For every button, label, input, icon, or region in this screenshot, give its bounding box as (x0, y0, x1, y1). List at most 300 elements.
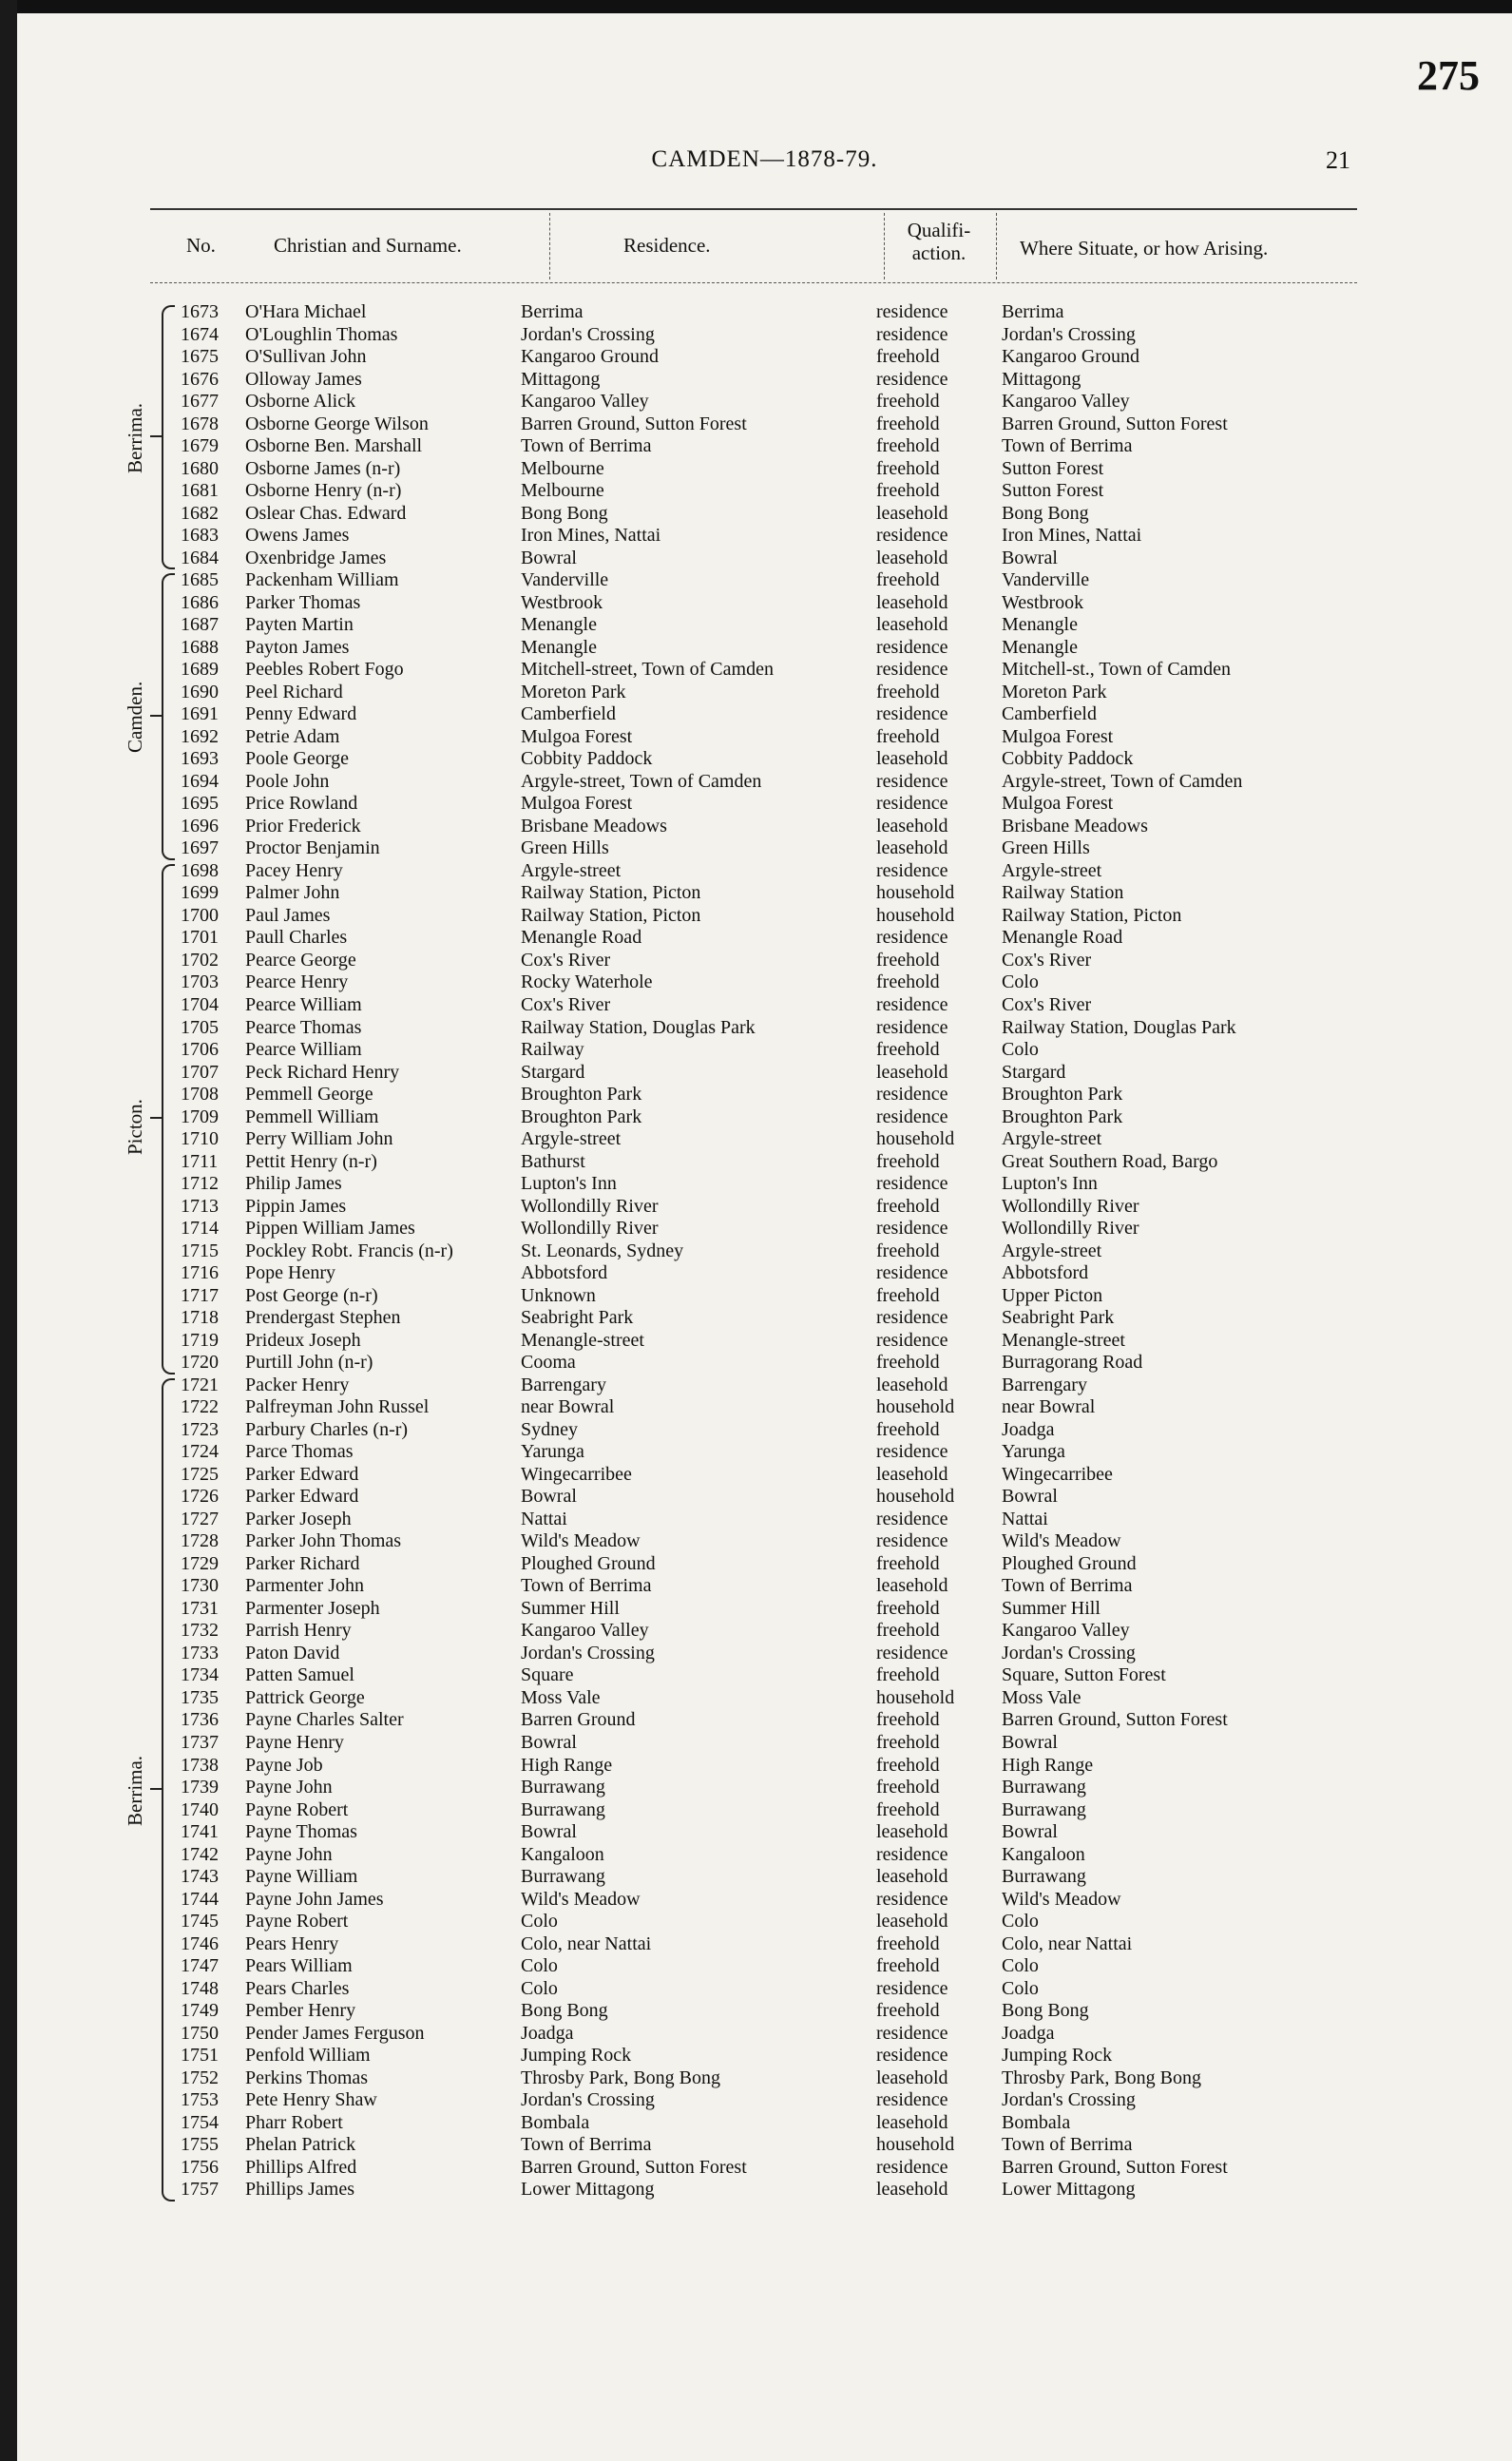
residence: Melbourne (521, 480, 604, 502)
qualification: freehold (876, 681, 940, 702)
property-location: Sutton Forest (1002, 480, 1104, 502)
row-number: 1740 (181, 1798, 219, 1820)
property-location: Colo (1002, 1977, 1039, 1999)
residence: Mulgoa Forest (521, 793, 633, 815)
table-row (17, 435, 1512, 458)
residence: Jordan's Crossing (521, 1642, 655, 1663)
property-location: Barren Ground, Sutton Forest (1002, 1709, 1228, 1731)
row-number: 1730 (181, 1575, 219, 1597)
person-name: Payne Robert (245, 1911, 349, 1932)
person-name: Pockley Robt. Francis (n-r) (245, 1240, 453, 1261)
table-row (17, 2134, 1512, 2157)
residence: St. Leonards, Sydney (521, 1240, 684, 1261)
residence: Mulgoa Forest (521, 725, 633, 747)
row-number: 1717 (181, 1284, 219, 1306)
table-row (17, 1330, 1512, 1353)
qualification: residence (876, 1329, 948, 1351)
qualification: freehold (876, 1932, 940, 1954)
row-number: 1706 (181, 1039, 219, 1061)
row-number: 1702 (181, 949, 219, 971)
property-location: Jordan's Crossing (1002, 1642, 1136, 1663)
residence: Colo (521, 1911, 558, 1932)
property-location: Camberfield (1002, 703, 1097, 725)
person-name: Pearce George (245, 949, 356, 971)
district-label: Berrima. (124, 403, 146, 474)
person-name: O'Hara Michael (245, 301, 367, 322)
district-brace (162, 864, 175, 1375)
table-row (17, 2023, 1512, 2046)
residence: Stargard (521, 1061, 585, 1083)
qualification: freehold (876, 1709, 940, 1731)
person-name: Pearce William (245, 1039, 362, 1061)
person-name: Paton David (245, 1642, 340, 1663)
person-name: Parmenter Joseph (245, 1597, 380, 1619)
row-number: 1675 (181, 346, 219, 368)
residence: Argyle-street (521, 1128, 622, 1150)
property-location: Broughton Park (1002, 1106, 1123, 1127)
residence: Menangle (521, 636, 597, 658)
residence: Broughton Park (521, 1106, 642, 1127)
person-name: Pember Henry (245, 2000, 356, 2022)
property-location: Burrawang (1002, 1798, 1086, 1820)
property-location: Upper Picton (1002, 1284, 1103, 1306)
register-table (17, 301, 1512, 2201)
district-brace (162, 305, 175, 569)
qualification: residence (876, 1016, 948, 1038)
property-location: Barren Ground, Sutton Forest (1002, 413, 1228, 434)
property-location: Vanderville (1002, 569, 1090, 591)
row-number: 1703 (181, 971, 219, 993)
property-location: Wollondilly River (1002, 1218, 1139, 1240)
row-number: 1693 (181, 748, 219, 770)
residence: Wild's Meadow (521, 1888, 641, 1910)
qualification: leasehold (876, 837, 948, 859)
residence: Bowral (521, 1821, 577, 1843)
person-name: Parmenter John (245, 1575, 364, 1597)
row-number: 1741 (181, 1821, 219, 1843)
person-name: Parker Edward (245, 1486, 359, 1508)
person-name: Pippen William James (245, 1218, 415, 1240)
qualification: leasehold (876, 2111, 948, 2133)
residence: High Range (521, 1754, 613, 1776)
property-location: Town of Berrima (1002, 1575, 1133, 1597)
person-name: Peebles Robert Fogo (245, 659, 404, 681)
qualification: household (876, 882, 955, 904)
person-name: Pope Henry (245, 1262, 335, 1284)
person-name: Pender James Ferguson (245, 2022, 425, 2044)
property-location: Wild's Meadow (1002, 1530, 1121, 1552)
person-name: Pete Henry Shaw (245, 2089, 377, 2111)
person-name: Osborne Ben. Marshall (245, 435, 423, 457)
table-row (17, 548, 1512, 570)
row-number: 1738 (181, 1754, 219, 1776)
qualification: leasehold (876, 2067, 948, 2088)
table-row (17, 1240, 1512, 1263)
qualification: freehold (876, 725, 940, 747)
qualification: residence (876, 993, 948, 1015)
residence: Argyle-street (521, 859, 622, 881)
table-row (17, 1664, 1512, 1687)
row-number: 1688 (181, 636, 219, 658)
person-name: Packer Henry (245, 1374, 350, 1395)
row-number: 1679 (181, 435, 219, 457)
property-location: Town of Berrima (1002, 2134, 1133, 2156)
row-number: 1750 (181, 2022, 219, 2044)
qualification: residence (876, 1218, 948, 1240)
qualification: freehold (876, 413, 940, 434)
qualification: freehold (876, 480, 940, 502)
residence: Cox's River (521, 993, 611, 1015)
person-name: Proctor Benjamin (245, 837, 380, 859)
residence: Bowral (521, 547, 577, 568)
property-location: Great Southern Road, Bargo (1002, 1150, 1218, 1172)
person-name: Pears William (245, 1955, 353, 1977)
row-number: 1725 (181, 1463, 219, 1485)
person-name: Palmer John (245, 882, 340, 904)
row-number: 1716 (181, 1262, 219, 1284)
row-number: 1724 (181, 1441, 219, 1463)
property-location: Mittagong (1002, 368, 1081, 390)
district-brace-point (150, 1788, 162, 1790)
person-name: Pettit Henry (n-r) (245, 1150, 377, 1172)
qualification: residence (876, 2156, 948, 2178)
property-location: Lupton's Inn (1002, 1173, 1098, 1195)
qualification: household (876, 2134, 955, 2156)
qualification: leasehold (876, 547, 948, 568)
person-name: Payne John (245, 1843, 333, 1865)
header-name: Christian and Surname. (274, 234, 462, 257)
table-row (17, 1821, 1512, 1844)
table-row (17, 1062, 1512, 1085)
residence: Bombala (521, 2111, 590, 2133)
person-name: O'Sullivan John (245, 346, 367, 368)
row-number: 1721 (181, 1374, 219, 1395)
residence: Yarunga (521, 1441, 584, 1463)
row-number: 1681 (181, 480, 219, 502)
row-number: 1711 (181, 1150, 219, 1172)
person-name: Osborne James (n-r) (245, 457, 401, 479)
property-location: Mulgoa Forest (1002, 725, 1114, 747)
residence: Cobbity Paddock (521, 748, 653, 770)
property-location: Colo (1002, 1911, 1039, 1932)
person-name: Penfold William (245, 2045, 371, 2067)
residence: Railway Station, Douglas Park (521, 1016, 756, 1038)
qualification: residence (876, 793, 948, 815)
table-row (17, 1530, 1512, 1553)
property-location: Burrawang (1002, 1866, 1086, 1888)
property-location: Burragorang Road (1002, 1352, 1143, 1374)
qualification: residence (876, 1530, 948, 1552)
row-number: 1731 (181, 1597, 219, 1619)
table-row (17, 1285, 1512, 1308)
table-row (17, 2112, 1512, 2135)
row-number: 1677 (181, 391, 219, 413)
table-row (17, 1262, 1512, 1285)
district-brace-point (150, 435, 162, 437)
row-number: 1692 (181, 725, 219, 747)
row-number: 1734 (181, 1664, 219, 1686)
residence: Town of Berrima (521, 1575, 652, 1597)
residence: Nattai (521, 1508, 567, 1529)
property-location: Broughton Park (1002, 1084, 1123, 1106)
property-location: Bombala (1002, 2111, 1071, 2133)
table-row (17, 1575, 1512, 1598)
residence: Throsby Park, Bong Bong (521, 2067, 720, 2088)
residence: Lower Mittagong (521, 2179, 655, 2201)
qualification: freehold (876, 1732, 940, 1753)
row-number: 1747 (181, 1955, 219, 1977)
qualification: residence (876, 1508, 948, 1529)
table-row (17, 458, 1512, 481)
qualification: residence (876, 1084, 948, 1106)
qualification: freehold (876, 1240, 940, 1261)
page-stamp: 275 (1417, 52, 1480, 99)
qualification: residence (876, 1642, 948, 1663)
qualification: freehold (876, 457, 940, 479)
row-number: 1756 (181, 2156, 219, 2178)
qualification: household (876, 904, 955, 926)
table-row (17, 726, 1512, 749)
person-name: Poole George (245, 748, 350, 770)
row-number: 1708 (181, 1084, 219, 1106)
property-location: Kangaloon (1002, 1843, 1085, 1865)
qualification: leasehold (876, 1575, 948, 1597)
residence: Broughton Park (521, 1084, 642, 1106)
property-location: Bowral (1002, 1732, 1058, 1753)
property-location: Mulgoa Forest (1002, 793, 1114, 815)
person-name: Petrie Adam (245, 725, 340, 747)
table-row (17, 1978, 1512, 2001)
residence: Burrawang (521, 1798, 605, 1820)
table-row (17, 950, 1512, 972)
residence: Berrima (521, 301, 584, 322)
row-number: 1684 (181, 547, 219, 568)
person-name: Parker Joseph (245, 1508, 352, 1529)
person-name: Poole John (245, 770, 330, 792)
row-number: 1678 (181, 413, 219, 434)
property-location: Yarunga (1002, 1441, 1065, 1463)
district-label: Camden. (124, 681, 146, 754)
row-number: 1709 (181, 1106, 219, 1127)
document-page (17, 0, 1512, 2461)
property-location: Cobbity Paddock (1002, 748, 1134, 770)
table-row (17, 1709, 1512, 1732)
residence: Joadga (521, 2022, 574, 2044)
residence: Town of Berrima (521, 2134, 652, 2156)
row-number: 1683 (181, 525, 219, 547)
qualification: residence (876, 2089, 948, 2111)
residence: Menangle (521, 614, 597, 636)
property-location: Railway Station (1002, 882, 1124, 904)
header-divider (549, 213, 550, 279)
property-location: Westbrook (1002, 591, 1084, 613)
property-location: near Bowral (1002, 1396, 1096, 1418)
person-name: Oslear Chas. Edward (245, 502, 407, 524)
table-row (17, 793, 1512, 816)
row-number: 1736 (181, 1709, 219, 1731)
property-location: Argyle-street (1002, 859, 1102, 881)
property-location: Barren Ground, Sutton Forest (1002, 2156, 1228, 2178)
row-number: 1674 (181, 323, 219, 345)
property-location: Summer Hill (1002, 1597, 1101, 1619)
residence: Jordan's Crossing (521, 2089, 655, 2111)
table-row (17, 703, 1512, 726)
page-title: CAMDEN—1878-79. (651, 146, 878, 172)
person-name: Pacey Henry (245, 859, 343, 881)
person-name: Payne Job (245, 1754, 323, 1776)
row-number: 1714 (181, 1218, 219, 1240)
qualification: freehold (876, 1195, 940, 1217)
qualification: residence (876, 1843, 948, 1865)
table-row (17, 1441, 1512, 1464)
property-location: Seabright Park (1002, 1307, 1115, 1329)
property-location: Kangaroo Ground (1002, 346, 1139, 368)
table-row (17, 1151, 1512, 1174)
qualification: freehold (876, 1039, 940, 1061)
table-row (17, 1553, 1512, 1576)
row-number: 1720 (181, 1352, 219, 1374)
header-divider (996, 213, 997, 279)
property-location: Square, Sutton Forest (1002, 1664, 1166, 1686)
row-number: 1729 (181, 1552, 219, 1574)
residence: Green Hills (521, 837, 609, 859)
property-location: Joadga (1002, 2022, 1055, 2044)
table-row (17, 659, 1512, 682)
residence: Bong Bong (521, 502, 608, 524)
row-number: 1676 (181, 368, 219, 390)
row-number: 1697 (181, 837, 219, 859)
row-number: 1704 (181, 993, 219, 1015)
residence: Railway (521, 1039, 584, 1061)
row-number: 1673 (181, 301, 219, 322)
residence: Town of Berrima (521, 435, 652, 457)
qualification: residence (876, 1977, 948, 1999)
qualification: leasehold (876, 1866, 948, 1888)
person-name: Payne Thomas (245, 1821, 357, 1843)
row-number: 1695 (181, 793, 219, 815)
person-name: Payten Martin (245, 614, 354, 636)
person-name: Pears Charles (245, 1977, 350, 1999)
qualification: freehold (876, 949, 940, 971)
person-name: Prendergast Stephen (245, 1307, 401, 1329)
row-number: 1732 (181, 1620, 219, 1642)
residence: Barrengary (521, 1374, 606, 1395)
row-number: 1698 (181, 859, 219, 881)
header-qualification: Qualifi- action. (907, 219, 971, 264)
property-location: Bong Bong (1002, 502, 1089, 524)
qualification: residence (876, 1262, 948, 1284)
row-number: 1755 (181, 2134, 219, 2156)
property-location: Jordan's Crossing (1002, 323, 1136, 345)
property-location: Menangle (1002, 614, 1078, 636)
property-location: Iron Mines, Nattai (1002, 525, 1142, 547)
row-number: 1713 (181, 1195, 219, 1217)
residence: Camberfield (521, 703, 616, 725)
qualification: residence (876, 1173, 948, 1195)
property-location: Nattai (1002, 1508, 1048, 1529)
table-row (17, 1196, 1512, 1219)
qualification: freehold (876, 2000, 940, 2022)
property-location: Menangle (1002, 636, 1078, 658)
property-location: Bowral (1002, 1486, 1058, 1508)
residence: Barren Ground, Sutton Forest (521, 2156, 747, 2178)
table-row (17, 1732, 1512, 1755)
district-brace (162, 1378, 175, 2201)
property-location: Joadga (1002, 1418, 1055, 1440)
table-row (17, 1419, 1512, 1442)
person-name: Pharr Robert (245, 2111, 343, 2133)
table-row (17, 1911, 1512, 1933)
property-location: Colo (1002, 1955, 1039, 1977)
person-name: Pippin James (245, 1195, 347, 1217)
row-number: 1701 (181, 927, 219, 949)
row-number: 1686 (181, 591, 219, 613)
person-name: Prior Frederick (245, 815, 361, 836)
person-name: O'Loughlin Thomas (245, 323, 398, 345)
property-location: Wild's Meadow (1002, 1888, 1121, 1910)
person-name: Parrish Henry (245, 1620, 352, 1642)
qualification: residence (876, 1888, 948, 1910)
row-number: 1689 (181, 659, 219, 681)
table-row (17, 1375, 1512, 1397)
property-location: Jumping Rock (1002, 2045, 1113, 2067)
table-row (17, 682, 1512, 704)
row-number: 1723 (181, 1418, 219, 1440)
residence: Cooma (521, 1352, 576, 1374)
qualification: residence (876, 1441, 948, 1463)
qualification: residence (876, 2045, 948, 2067)
table-row (17, 525, 1512, 548)
qualification: freehold (876, 1352, 940, 1374)
row-number: 1719 (181, 1329, 219, 1351)
qualification: residence (876, 323, 948, 345)
property-location: Mitchell-st., Town of Camden (1002, 659, 1231, 681)
table-row (17, 1933, 1512, 1956)
residence: Bong Bong (521, 2000, 608, 2022)
qualification: residence (876, 1307, 948, 1329)
property-location: High Range (1002, 1754, 1094, 1776)
qualification: household (876, 1128, 955, 1150)
row-number: 1745 (181, 1911, 219, 1932)
header-bottom-rule (150, 282, 1357, 283)
table-row (17, 837, 1512, 860)
person-name: Patten Samuel (245, 1664, 354, 1686)
residence: Lupton's Inn (521, 1173, 617, 1195)
person-name: Osborne George Wilson (245, 413, 429, 434)
row-number: 1680 (181, 457, 219, 479)
person-name: Pearce Thomas (245, 1016, 362, 1038)
property-location: Green Hills (1002, 837, 1090, 859)
property-location: Argyle-street, Town of Camden (1002, 770, 1243, 792)
person-name: Owens James (245, 525, 350, 547)
table-row (17, 1955, 1512, 1978)
person-name: Payne William (245, 1866, 358, 1888)
property-location: Colo, near Nattai (1002, 1932, 1133, 1954)
property-location: Ploughed Ground (1002, 1552, 1137, 1574)
property-location: Menangle-street (1002, 1329, 1125, 1351)
table-row (17, 569, 1512, 592)
row-number: 1754 (181, 2111, 219, 2133)
row-number: 1712 (181, 1173, 219, 1195)
person-name: Phillips Alfred (245, 2156, 357, 2178)
table-row (17, 1799, 1512, 1822)
qualification: freehold (876, 391, 940, 413)
qualification: residence (876, 859, 948, 881)
qualification: freehold (876, 1798, 940, 1820)
qualification: freehold (876, 971, 940, 993)
residence: Colo (521, 1955, 558, 1977)
person-name: Payne John (245, 1777, 333, 1798)
